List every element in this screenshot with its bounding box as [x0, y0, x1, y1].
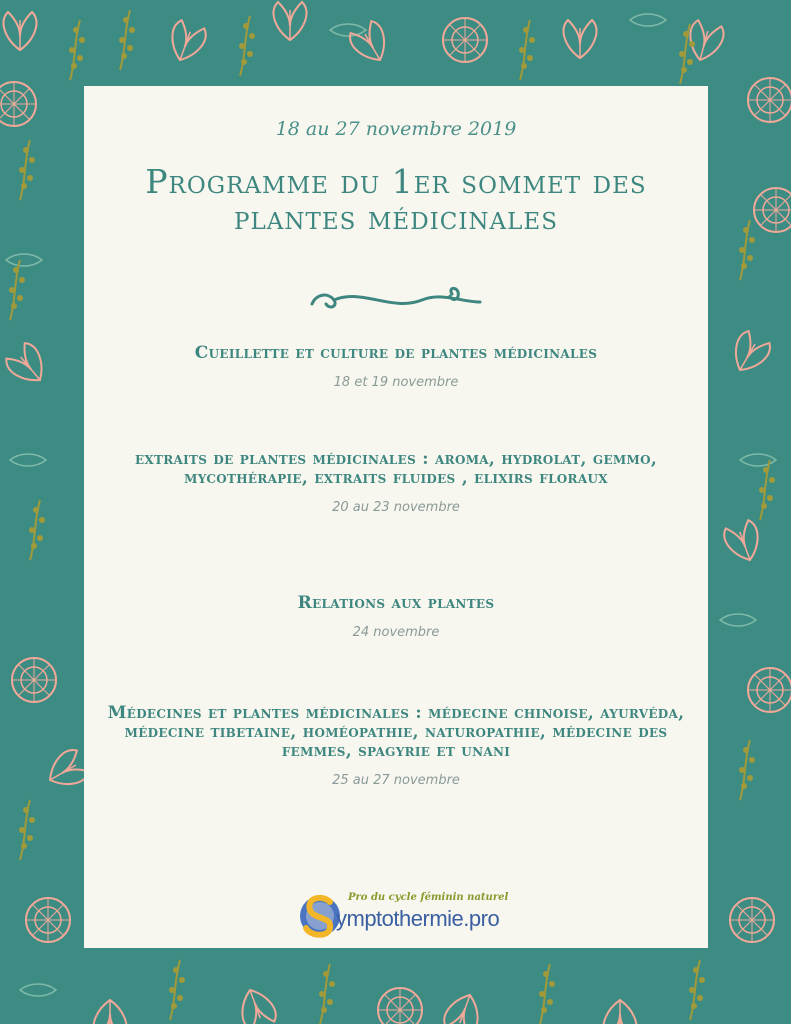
event-dates: 18 au 27 novembre 2019 [275, 118, 517, 140]
flourish-divider-icon [302, 282, 492, 316]
section-date: 18 et 19 novembre [333, 375, 459, 390]
logo-tagline: Pro du cycle féminin naturel [348, 892, 509, 903]
section-title: Médecines et plantes médicinales : médecine chinoise, ayurvéda, médecine tibetaine, homéopathie, naturopathie, médecine des femmes, spagyrie et unani [107, 703, 685, 761]
section-date: 24 novembre [352, 625, 440, 640]
program-card [84, 86, 708, 948]
section-cueillette [104, 344, 688, 390]
section-title: extraits de plantes médicinales : aroma, hydrolat, gemmo, mycothérapie, extraits fluides , elixirs floraux [134, 449, 658, 488]
section-title: Relations aux plantes [297, 593, 495, 613]
section-medecines [104, 704, 688, 788]
section-relations [104, 594, 688, 640]
logo-name: ymptothermie.pro [336, 906, 500, 931]
section-extraits [104, 450, 688, 515]
symptothermie-logo [296, 886, 509, 942]
section-date: 25 au 27 novembre [332, 773, 460, 788]
page-title: Programme du 1er sommet des plantes médicinales [145, 162, 647, 237]
section-title: Cueillette et culture de plantes médicinales [194, 343, 598, 363]
section-date: 20 au 23 novembre [332, 500, 460, 515]
